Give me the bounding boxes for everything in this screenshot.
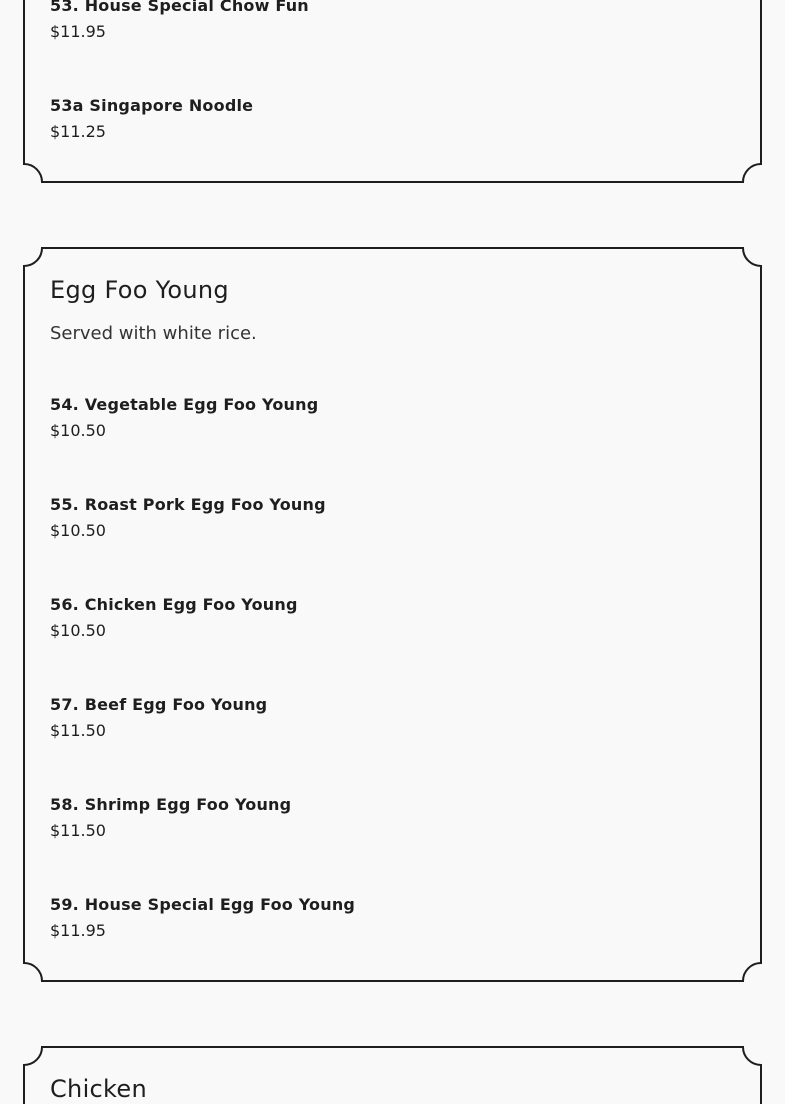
menu-item-price: $11.25 [50,122,106,141]
menu-item-price: $11.50 [50,821,106,840]
menu-section-chicken [24,1046,761,1104]
section-title: Egg Foo Young [50,276,229,304]
menu-item-name: 58. Shrimp Egg Foo Young [50,795,292,814]
menu-item[interactable] [50,695,267,741]
menu-item-price: $10.50 [50,621,106,640]
menu-item[interactable] [50,795,291,841]
menu-item-name: 54. Vegetable Egg Foo Young [50,395,319,414]
menu-item[interactable] [50,595,298,641]
menu-item[interactable] [50,0,309,42]
section-title: Chicken [50,1075,147,1103]
menu-item-price: $10.50 [50,421,106,440]
menu-item-price: $11.95 [50,921,106,940]
menu-section-egg-foo-young [24,247,761,982]
menu-item[interactable] [50,96,253,142]
menu-item-price: $11.95 [50,22,106,41]
menu-item-name: 53a Singapore Noodle [50,96,254,115]
menu-item-name: 57. Beef Egg Foo Young [50,695,268,714]
menu-item[interactable] [50,395,318,441]
menu-item-price: $10.50 [50,521,106,540]
menu-item-name: 55. Roast Pork Egg Foo Young [50,495,326,514]
menu-item-name: 59. House Special Egg Foo Young [50,895,356,914]
menu-item-name: 53. House Special Chow Fun [50,0,309,15]
menu-item-name: 56. Chicken Egg Foo Young [50,595,298,614]
menu-item[interactable] [50,495,326,541]
menu-item[interactable] [50,895,355,941]
menu-item-price: $11.50 [50,721,106,740]
section-description: Served with white rice. [50,323,257,344]
menu-section-noodles [24,0,761,183]
